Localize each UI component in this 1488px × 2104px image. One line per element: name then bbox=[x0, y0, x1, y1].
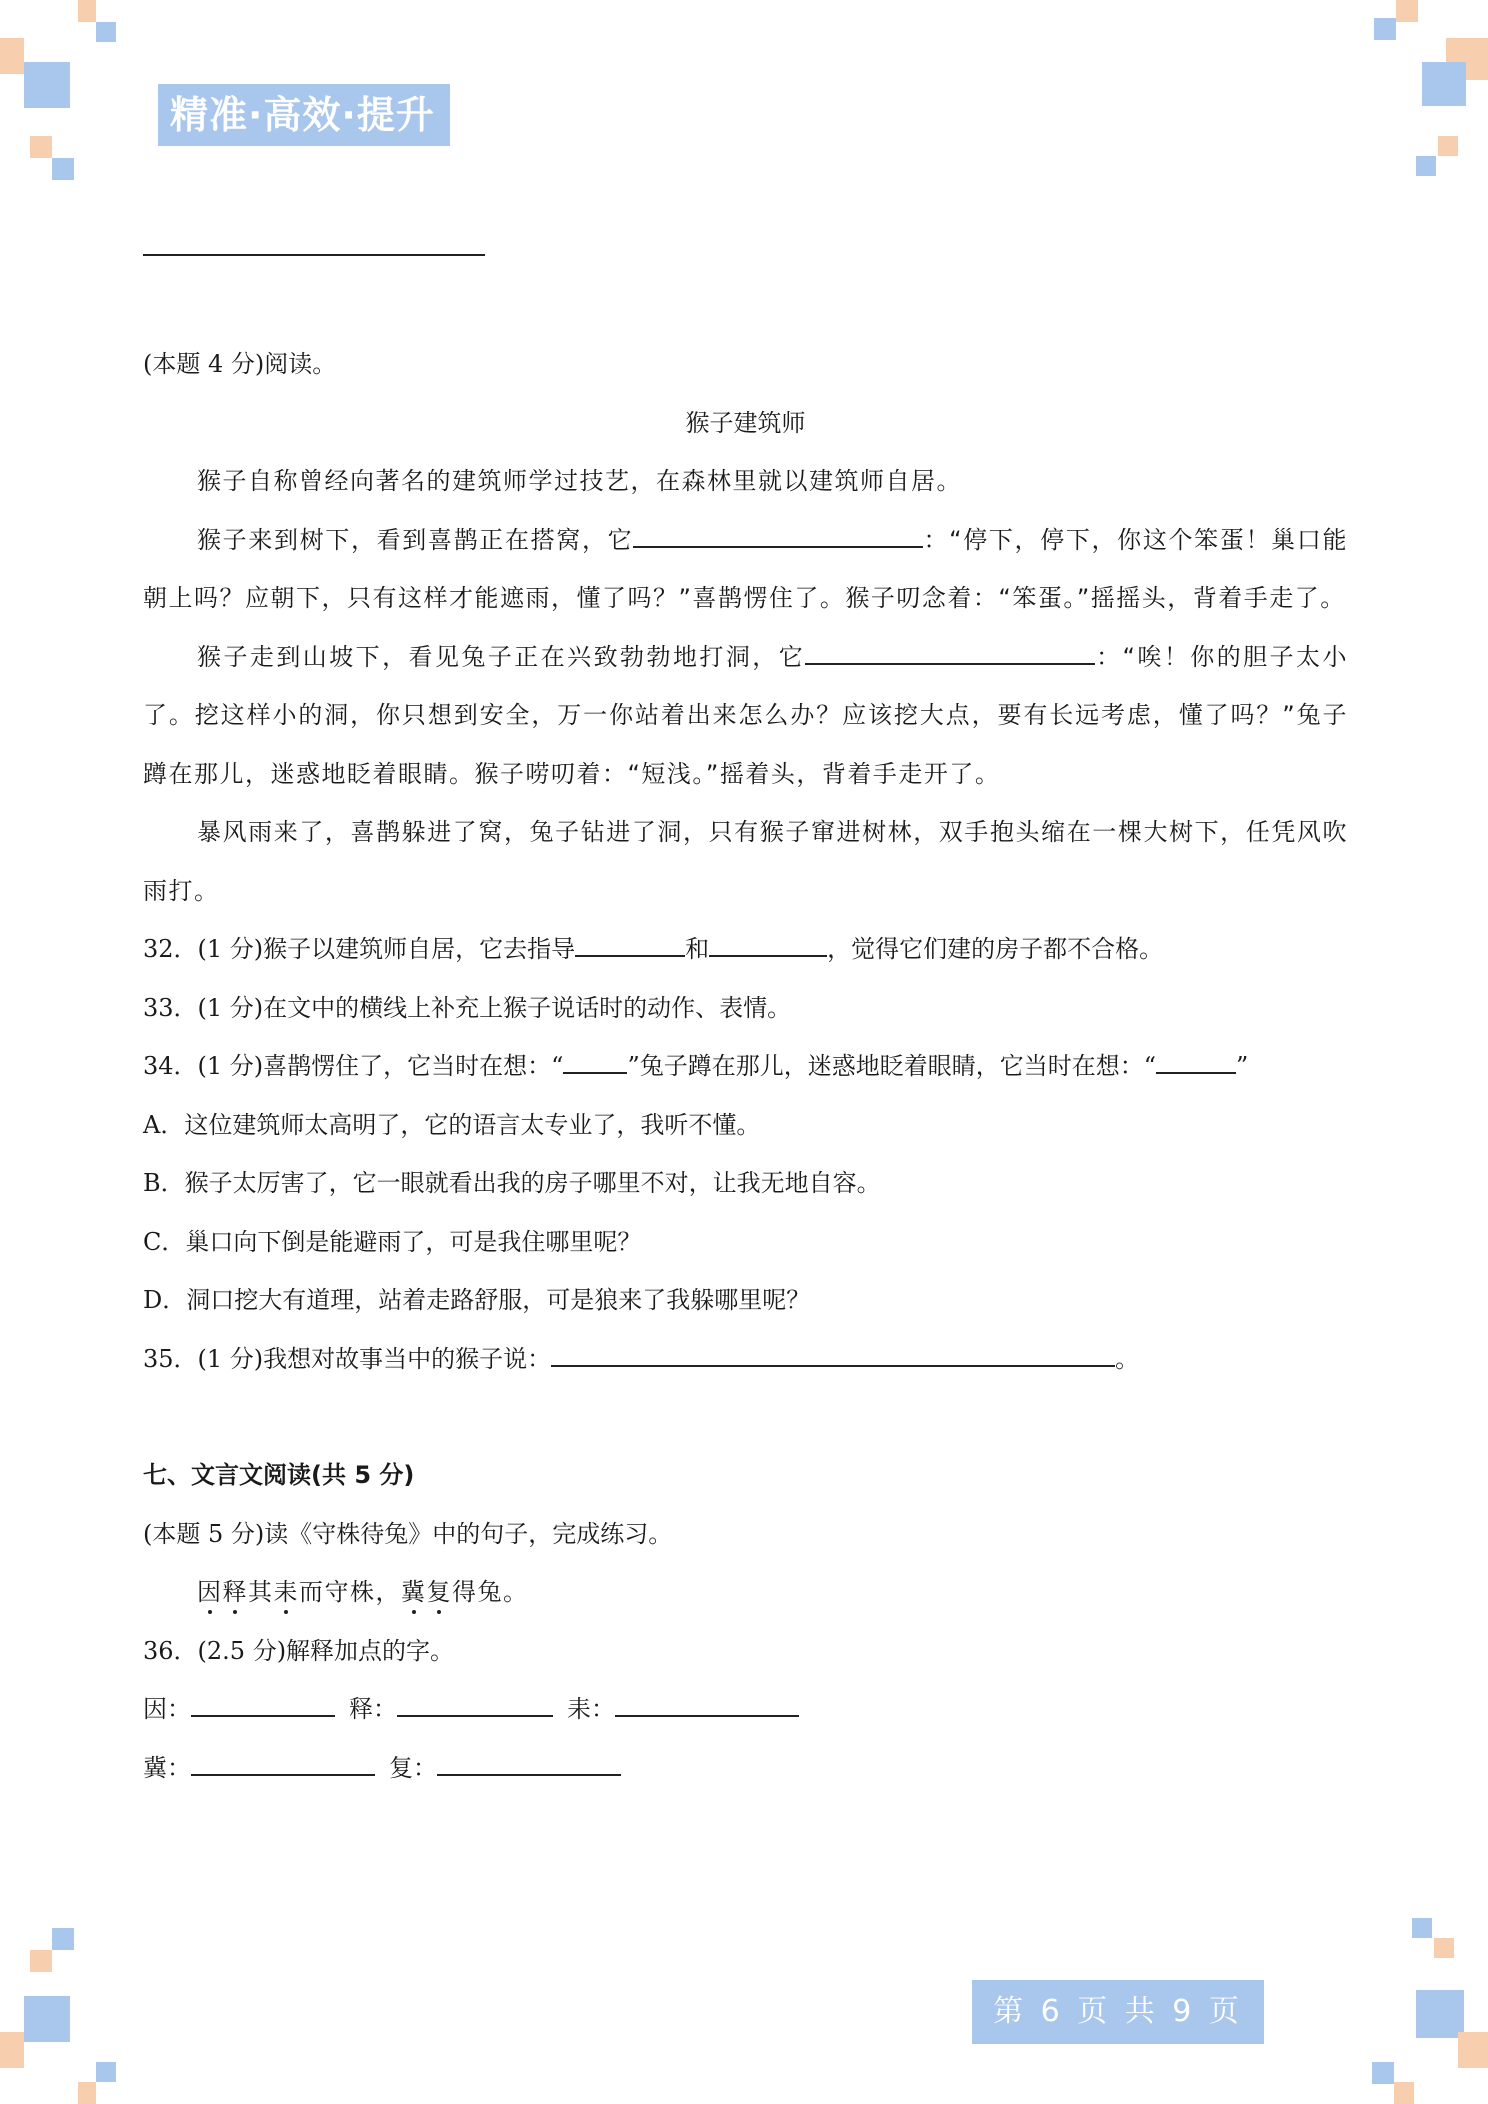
answer-blank[interactable] bbox=[709, 927, 827, 957]
question-text: 32．(1 分)猴子以建筑师自居，它去指导 bbox=[143, 935, 576, 963]
option-c[interactable]: C．巢口向下倒是能避雨了，可是我住哪里呢？ bbox=[143, 1227, 642, 1256]
dotted-char: 复 bbox=[426, 1578, 452, 1606]
question-35 bbox=[143, 1330, 1348, 1389]
story-paragraph-2 bbox=[143, 511, 1348, 628]
story-paragraph-3 bbox=[143, 628, 1348, 804]
answer-blank[interactable] bbox=[437, 1746, 621, 1776]
story-title: 猴子建筑师 bbox=[685, 408, 806, 437]
fill-label: 因： bbox=[143, 1695, 191, 1723]
page-content bbox=[143, 335, 1348, 1797]
option-a[interactable]: A．这位建筑师太高明了，它的语言太专业了，我听不懂。 bbox=[143, 1110, 761, 1139]
option-d[interactable]: D．洞口挖大有道理，站着走路舒服，可是狼来了我躲哪里呢？ bbox=[143, 1286, 811, 1314]
question-text: ”兔子蹲在那儿，迷惑地眨着眼睛，它当时在想：“ bbox=[627, 1052, 1156, 1080]
story-text: ：“停下，停下，你这个笨蛋！巢口能朝上吗？应朝下，只有这样才能遮雨，懂了吗？”喜鹊愣住了。猴子叨念着：“笨蛋。”摇摇头，背着手走了。 bbox=[143, 525, 1348, 612]
answer-blank[interactable] bbox=[615, 1687, 799, 1717]
answer-blank[interactable] bbox=[551, 1337, 1115, 1367]
answer-blank[interactable] bbox=[633, 518, 923, 548]
story-text: 猴子走到山坡下，看见兔子正在兴致勃勃地打洞，它 bbox=[197, 642, 806, 671]
classical-sentence bbox=[143, 1563, 1348, 1622]
question-text: 34．(1 分)喜鹊愣住了，它当时在想：“ bbox=[143, 1052, 564, 1080]
answer-blank[interactable] bbox=[575, 927, 685, 957]
question-text: 和 bbox=[685, 935, 710, 963]
dotted-char: 冀 bbox=[401, 1578, 427, 1606]
dotted-char: 释 bbox=[222, 1578, 248, 1606]
story-paragraph-1: 猴子自称曾经向著名的建筑师学过技艺，在森林里就以建筑师自居。 bbox=[197, 467, 962, 495]
page-number: 第 6 页 共 9 页 bbox=[972, 1980, 1264, 2044]
question-text: 35．(1 分)我想对故事当中的猴子说： bbox=[143, 1344, 552, 1373]
dotted-char: 耒 bbox=[273, 1578, 299, 1606]
reading-intro: (本题 4 分)阅读。 bbox=[143, 350, 337, 378]
fill-label: 耒： bbox=[567, 1695, 615, 1723]
answer-blank[interactable] bbox=[397, 1687, 553, 1717]
fill-label: 释： bbox=[349, 1695, 397, 1723]
question-text: ，觉得它们建的房子都不合格。 bbox=[827, 935, 1164, 963]
spacer bbox=[143, 1388, 1348, 1446]
sentence-text: 得兔。 bbox=[452, 1578, 529, 1606]
question-32 bbox=[143, 920, 1348, 979]
question-34 bbox=[143, 1037, 1348, 1096]
option-b[interactable]: B．猴子太厉害了，它一眼就看出我的房子哪里不对，让我无地自容。 bbox=[143, 1169, 881, 1197]
fill-row-1 bbox=[143, 1680, 1348, 1739]
answer-line-previous bbox=[143, 254, 485, 256]
dotted-char: 因 bbox=[197, 1578, 223, 1606]
section-7-intro: (本题 5 分)读《守株待兔》中的句子，完成练习。 bbox=[143, 1519, 673, 1548]
answer-blank[interactable] bbox=[805, 635, 1095, 665]
answer-blank[interactable] bbox=[1156, 1044, 1236, 1074]
question-36: 36．(2.5 分)解释加点的字。 bbox=[143, 1636, 455, 1665]
question-text: 。 bbox=[1115, 1344, 1140, 1373]
sentence-text: 而守株， bbox=[299, 1578, 401, 1606]
answer-blank[interactable] bbox=[191, 1746, 375, 1776]
section-7-heading: 七、文言文阅读(共 5 分) bbox=[143, 1461, 415, 1489]
answer-blank[interactable] bbox=[191, 1687, 335, 1717]
fill-label: 复： bbox=[389, 1753, 437, 1782]
story-text: 猴子来到树下，看到喜鹊正在搭窝，它 bbox=[197, 525, 634, 554]
sentence-text: 其 bbox=[248, 1578, 274, 1606]
question-text: ” bbox=[1235, 1052, 1249, 1080]
question-33: 33．(1 分)在文中的横线上补充上猴子说话时的动作、表情。 bbox=[143, 993, 792, 1022]
story-paragraph-4: 暴风雨来了，喜鹊躲进了窝，兔子钻进了洞，只有猴子窜进树林，双手抱头缩在一棵大树下，任凭风吹雨打。 bbox=[143, 818, 1348, 905]
brand-banner: 精准·高效·提升 bbox=[158, 84, 450, 146]
story-text: ：“唉！你的胆子太小了。挖这样小的洞，你只想到安全，万一你站着出来怎么办？应该挖大点，要有长远考虑，懂了吗？”兔子蹲在那儿，迷惑地眨着眼睛。猴子唠叨着：“短浅。”摇着头，背着手走开了。 bbox=[143, 642, 1349, 788]
fill-label: 冀： bbox=[143, 1753, 191, 1782]
fill-row-2 bbox=[143, 1739, 1348, 1798]
answer-blank[interactable] bbox=[563, 1044, 627, 1074]
